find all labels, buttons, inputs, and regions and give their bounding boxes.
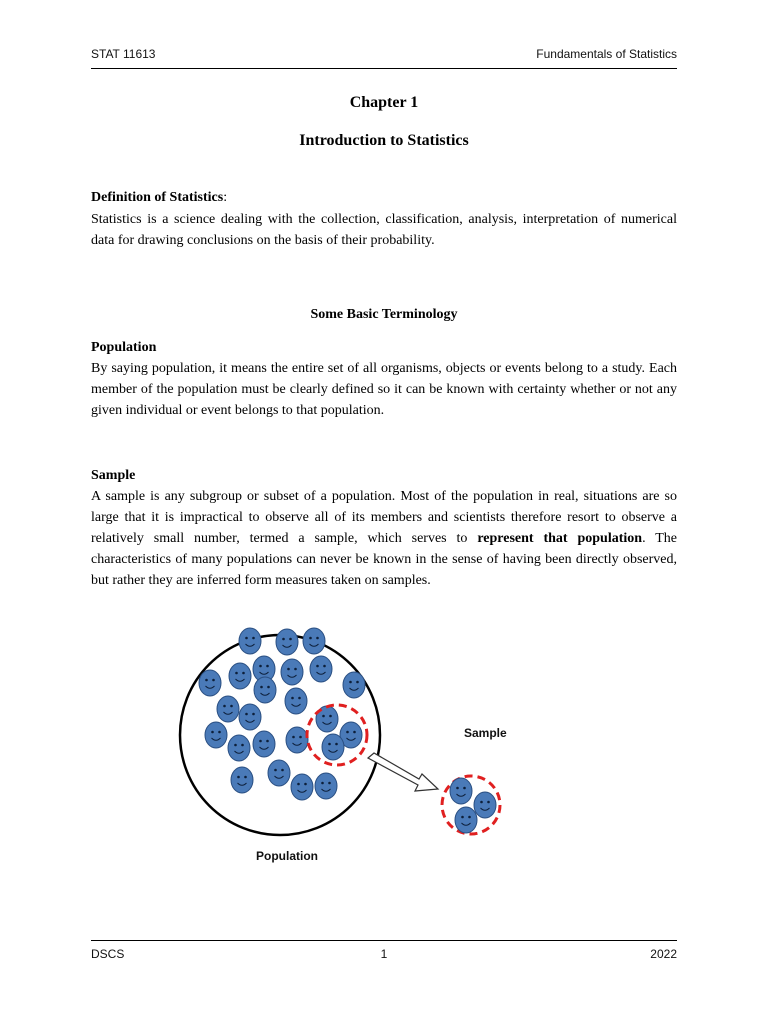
header-rule xyxy=(91,68,677,69)
face-icon xyxy=(281,659,303,685)
sample-text-part2: . The characteristics of many populations can never be known in the sense of having been directly observed, but rather they are inferred form measures taken on samples. xyxy=(91,531,677,588)
face-icon xyxy=(303,628,325,654)
sample-label: Sample xyxy=(464,726,507,740)
face-icon xyxy=(228,735,250,761)
sample-heading: Sample xyxy=(91,468,136,483)
face-icon xyxy=(254,677,276,703)
face-icon xyxy=(199,670,221,696)
face-icon xyxy=(474,792,496,818)
face-icon xyxy=(229,663,251,689)
definition-heading-colon: : xyxy=(223,190,228,205)
face-icon xyxy=(286,727,308,753)
course-subject: Fundamentals of Statistics xyxy=(536,47,677,61)
face-icon xyxy=(253,731,275,757)
footer-year: 2022 xyxy=(650,947,677,961)
face-icon xyxy=(322,734,344,760)
definition-heading-text: Definition of Statistics xyxy=(91,190,224,205)
sample-text xyxy=(91,486,677,591)
chapter-number: Chapter 1 xyxy=(349,94,419,111)
face-icon xyxy=(285,688,307,714)
population-label: Population xyxy=(256,849,318,863)
population-sample-figure xyxy=(0,600,768,880)
sample-text-part1: A sample is any subgroup or subset of a population. Most of the population in real, situations are so large that it is impractical to observe all of its members and scientists therefore resort to observe a relatively small number, termed a sample, which serves to xyxy=(91,489,677,546)
face-icon xyxy=(455,807,477,833)
face-icon xyxy=(239,704,261,730)
face-icon xyxy=(205,722,227,748)
definition-heading xyxy=(91,190,227,206)
population-text: By saying population, it means the entire set of all organisms, objects or events belong to a study. Each member of the population must be clearly defined so it can be known with certainty whether or not any given individual or event belongs to that population. xyxy=(91,361,677,418)
face-icon xyxy=(217,696,239,722)
page-number: 1 xyxy=(380,947,388,961)
footer-department: DSCS xyxy=(91,947,125,961)
footer-rule xyxy=(91,940,677,941)
face-icon xyxy=(450,778,472,804)
page-header xyxy=(91,47,677,67)
face-icon xyxy=(239,628,261,654)
sample-faces xyxy=(450,778,496,833)
face-icon xyxy=(276,629,298,655)
definition-text: Statistics is a science dealing with the collection, classification, analysis, interpretation of numerical data for drawing conclusions on the basis of their probability. xyxy=(91,212,677,248)
chapter-title: Introduction to Statistics xyxy=(299,132,469,149)
face-icon xyxy=(343,672,365,698)
face-icon xyxy=(268,760,290,786)
arrow-icon xyxy=(368,753,438,791)
face-icon xyxy=(310,656,332,682)
face-icon xyxy=(315,773,337,799)
population-heading: Population xyxy=(91,340,157,355)
course-code: STAT 11613 xyxy=(91,47,156,61)
sample-text-bold: represent that population xyxy=(477,531,643,546)
page-footer xyxy=(91,947,677,965)
face-icon xyxy=(231,767,253,793)
terminology-heading: Some Basic Terminology xyxy=(310,307,458,322)
face-icon xyxy=(291,774,313,800)
